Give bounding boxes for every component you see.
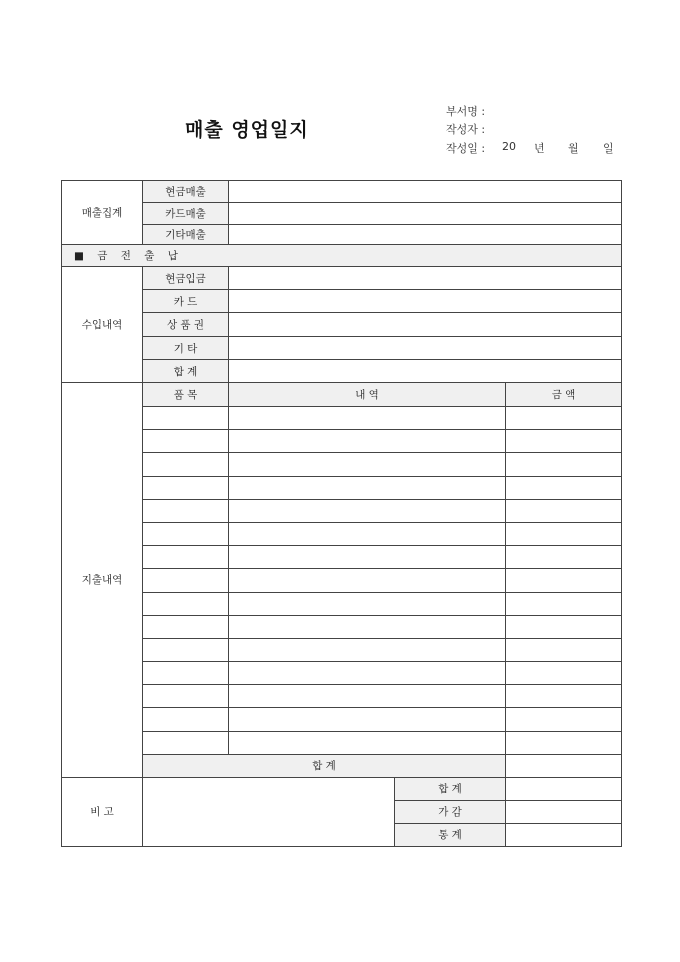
expense-item-field[interactable] [143,708,229,731]
page-title: 매출 영업일지 [185,119,309,141]
income-row-label: 상 품 권 [143,313,229,337]
department-label: 부서명 : [446,105,486,118]
expense-item-field[interactable] [143,476,229,499]
author-label: 작성자 : [446,123,486,136]
day-unit: 일 [603,142,614,155]
expense-detail-field[interactable] [229,662,506,685]
expense-total-label: 합 계 [143,754,506,777]
expense-col-amount: 금 액 [506,383,622,407]
expense-item-field[interactable] [143,685,229,708]
expense-amount-field[interactable] [506,430,622,453]
income-row-label: 기 타 [143,337,229,360]
expense-detail-field[interactable] [229,685,506,708]
expense-amount-field[interactable] [506,731,622,754]
expense-row [62,546,622,569]
sales-row-label: 현금매출 [143,181,229,203]
remarks-total-field[interactable] [506,777,622,800]
remarks-section-label: 비 고 [62,777,143,846]
expense-amount-field[interactable] [506,662,622,685]
expense-detail-field[interactable] [229,407,506,430]
expense-row [62,731,622,754]
income-row-label: 카 드 [143,290,229,313]
sales-other-field[interactable] [229,225,622,245]
month-unit: 월 [568,142,579,155]
remarks-adjust-field[interactable] [506,800,622,823]
expense-row [62,685,622,708]
expense-row [62,662,622,685]
sales-cash-field[interactable] [229,181,622,203]
remarks-field[interactable] [143,777,395,846]
expense-row [62,407,622,430]
expense-detail-field[interactable] [229,569,506,592]
expense-col-item: 품 목 [143,383,229,407]
sales-card-field[interactable] [229,203,622,225]
expense-amount-field[interactable] [506,476,622,499]
expense-total-field[interactable] [506,754,622,777]
expense-col-detail: 내 역 [229,383,506,407]
expense-item-field[interactable] [143,522,229,545]
expense-item-field[interactable] [143,615,229,638]
date-year-prefix: 20 [502,140,516,153]
expense-row [62,708,622,731]
expense-amount-field[interactable] [506,638,622,661]
remarks-row-label: 합 계 [395,777,506,800]
expense-detail-field[interactable] [229,499,506,522]
expense-row [62,615,622,638]
expense-detail-field[interactable] [229,638,506,661]
expense-item-field[interactable] [143,569,229,592]
expense-amount-field[interactable] [506,453,622,476]
expense-amount-field[interactable] [506,569,622,592]
expense-detail-field[interactable] [229,615,506,638]
expense-row [62,569,622,592]
expense-detail-field[interactable] [229,476,506,499]
expense-row [62,476,622,499]
expense-row [62,522,622,545]
expense-amount-field[interactable] [506,708,622,731]
sales-row-label: 기타매출 [143,225,229,245]
expense-amount-field[interactable] [506,499,622,522]
income-row-label: 현금입금 [143,267,229,290]
expense-detail-field[interactable] [229,453,506,476]
expense-item-field[interactable] [143,499,229,522]
expense-item-field[interactable] [143,731,229,754]
income-section-label: 수입내역 [62,267,143,383]
expense-detail-field[interactable] [229,731,506,754]
expense-item-field[interactable] [143,638,229,661]
expense-item-field[interactable] [143,430,229,453]
expense-item-field[interactable] [143,546,229,569]
income-other-field[interactable] [229,337,622,360]
income-cash-field[interactable] [229,267,622,290]
expense-row [62,638,622,661]
sales-summary-label: 매출집계 [62,181,143,245]
expense-item-field[interactable] [143,592,229,615]
expense-amount-field[interactable] [506,615,622,638]
income-total-field[interactable] [229,360,622,383]
year-unit: 년 [534,142,545,155]
income-card-field[interactable] [229,290,622,313]
date-label: 작성일 : [446,142,486,155]
deposit-section-header: ■ 금 전 출 납 [62,245,622,267]
expense-row [62,499,622,522]
remarks-stats-field[interactable] [506,823,622,846]
sales-log-table [61,180,622,847]
expense-amount-field[interactable] [506,685,622,708]
remarks-row-label: 통 계 [395,823,506,846]
expense-amount-field[interactable] [506,546,622,569]
income-row-label: 합 계 [143,360,229,383]
expense-amount-field[interactable] [506,592,622,615]
expense-amount-field[interactable] [506,522,622,545]
expense-detail-field[interactable] [229,708,506,731]
expense-item-field[interactable] [143,662,229,685]
expense-detail-field[interactable] [229,546,506,569]
sales-row-label: 카드매출 [143,203,229,225]
income-voucher-field[interactable] [229,313,622,337]
expense-row [62,592,622,615]
expense-detail-field[interactable] [229,430,506,453]
expense-row [62,453,622,476]
expense-detail-field[interactable] [229,592,506,615]
expense-item-field[interactable] [143,407,229,430]
expense-detail-field[interactable] [229,522,506,545]
expense-section-label: 지출내역 [62,383,143,778]
expense-amount-field[interactable] [506,407,622,430]
expense-item-field[interactable] [143,453,229,476]
expense-row [62,430,622,453]
remarks-row-label: 가 감 [395,800,506,823]
